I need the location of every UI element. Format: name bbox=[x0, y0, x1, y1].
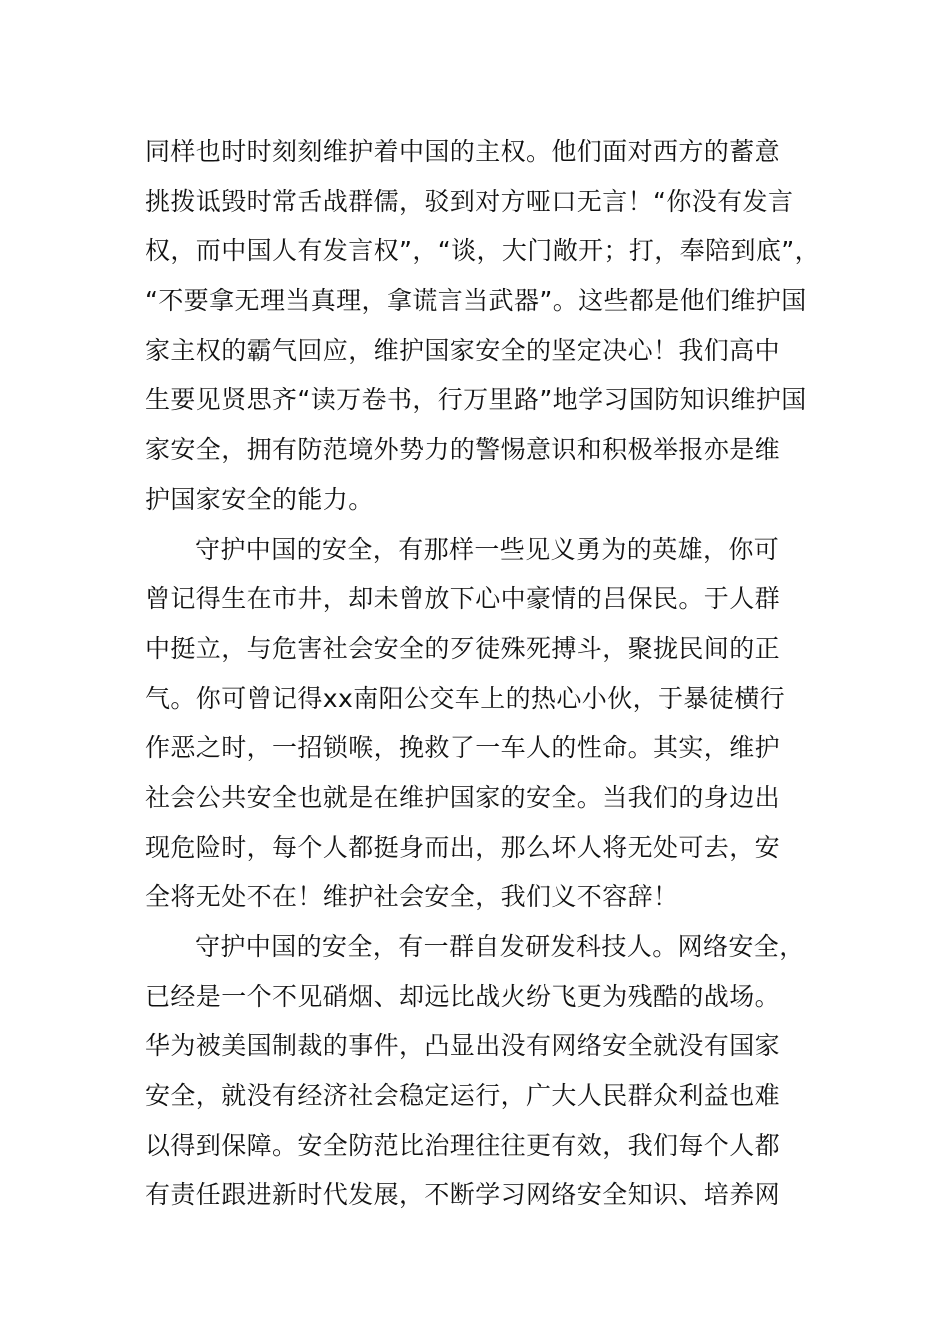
text-line: 现危险时，每个人都挺身而出，那么坏人将无处可去，安 bbox=[145, 832, 781, 862]
text-line: 权，而中国人有发言权”，“谈，大门敞开；打，奉陪到底”， bbox=[145, 236, 821, 266]
text-line: 家安全，拥有防范境外势力的警惕意识和积极举报亦是维 bbox=[145, 435, 781, 465]
text-line: 作恶之时，一招锁喉，挽救了一车人的性命。其实，维护 bbox=[145, 733, 781, 763]
document-body bbox=[145, 127, 835, 1220]
text-line: 家主权的霸气回应，维护国家安全的坚定决心！我们高中 bbox=[145, 335, 781, 365]
text-line: 同样也时时刻刻维护着中国的主权。他们面对西方的蓄意 bbox=[145, 137, 781, 166]
text-line: “不要拿无理当真理，拿谎言当武器”。这些都是他们维护国 bbox=[145, 286, 807, 316]
text-line: 曾记得生在市井，却未曾放下心中豪情的吕保民。于人群 bbox=[145, 584, 781, 614]
text-line: 有责任跟进新时代发展，不断学习网络安全知识、培养网 bbox=[145, 1180, 781, 1210]
text-line: 生要见贤思齐“读万卷书，行万里路”地学习国防知识维护国 bbox=[145, 385, 807, 415]
text-line: 护国家安全的能力。 bbox=[145, 484, 374, 514]
text-line: 中挺立，与危害社会安全的歹徒殊死搏斗，聚拢民间的正 bbox=[145, 633, 781, 663]
text-line: 以得到保障。安全防范比治理往往更有效，我们每个人都 bbox=[145, 1130, 781, 1160]
text-line: 社会公共安全也就是在维护国家的安全。当我们的身边出 bbox=[145, 782, 781, 812]
text-line: 已经是一个不见硝烟、却远比战火纷飞更为残酷的战场。 bbox=[145, 981, 781, 1011]
paragraph-start-line: 守护中国的安全，有那样一些见义勇为的英雄，你可 bbox=[195, 534, 780, 564]
text-line: 气。你可曾记得xx南阳公交车上的热心小伙，于暴徒横行 bbox=[145, 683, 785, 713]
text-line: 挑拨诋毁时常舌战群儒，驳到对方哑口无言！“你没有发言 bbox=[145, 186, 794, 216]
paragraph-start-line: 守护中国的安全，有一群自发研发科技人。网络安全， bbox=[195, 932, 805, 961]
text-line: 全将无处不在！维护社会安全，我们义不容辞！ bbox=[145, 882, 679, 912]
text-line: 安全，就没有经济社会稳定运行，广大人民群众利益也难 bbox=[145, 1081, 781, 1111]
text-line: 华为被美国制裁的事件，凸显出没有网络安全就没有国家 bbox=[145, 1031, 781, 1061]
